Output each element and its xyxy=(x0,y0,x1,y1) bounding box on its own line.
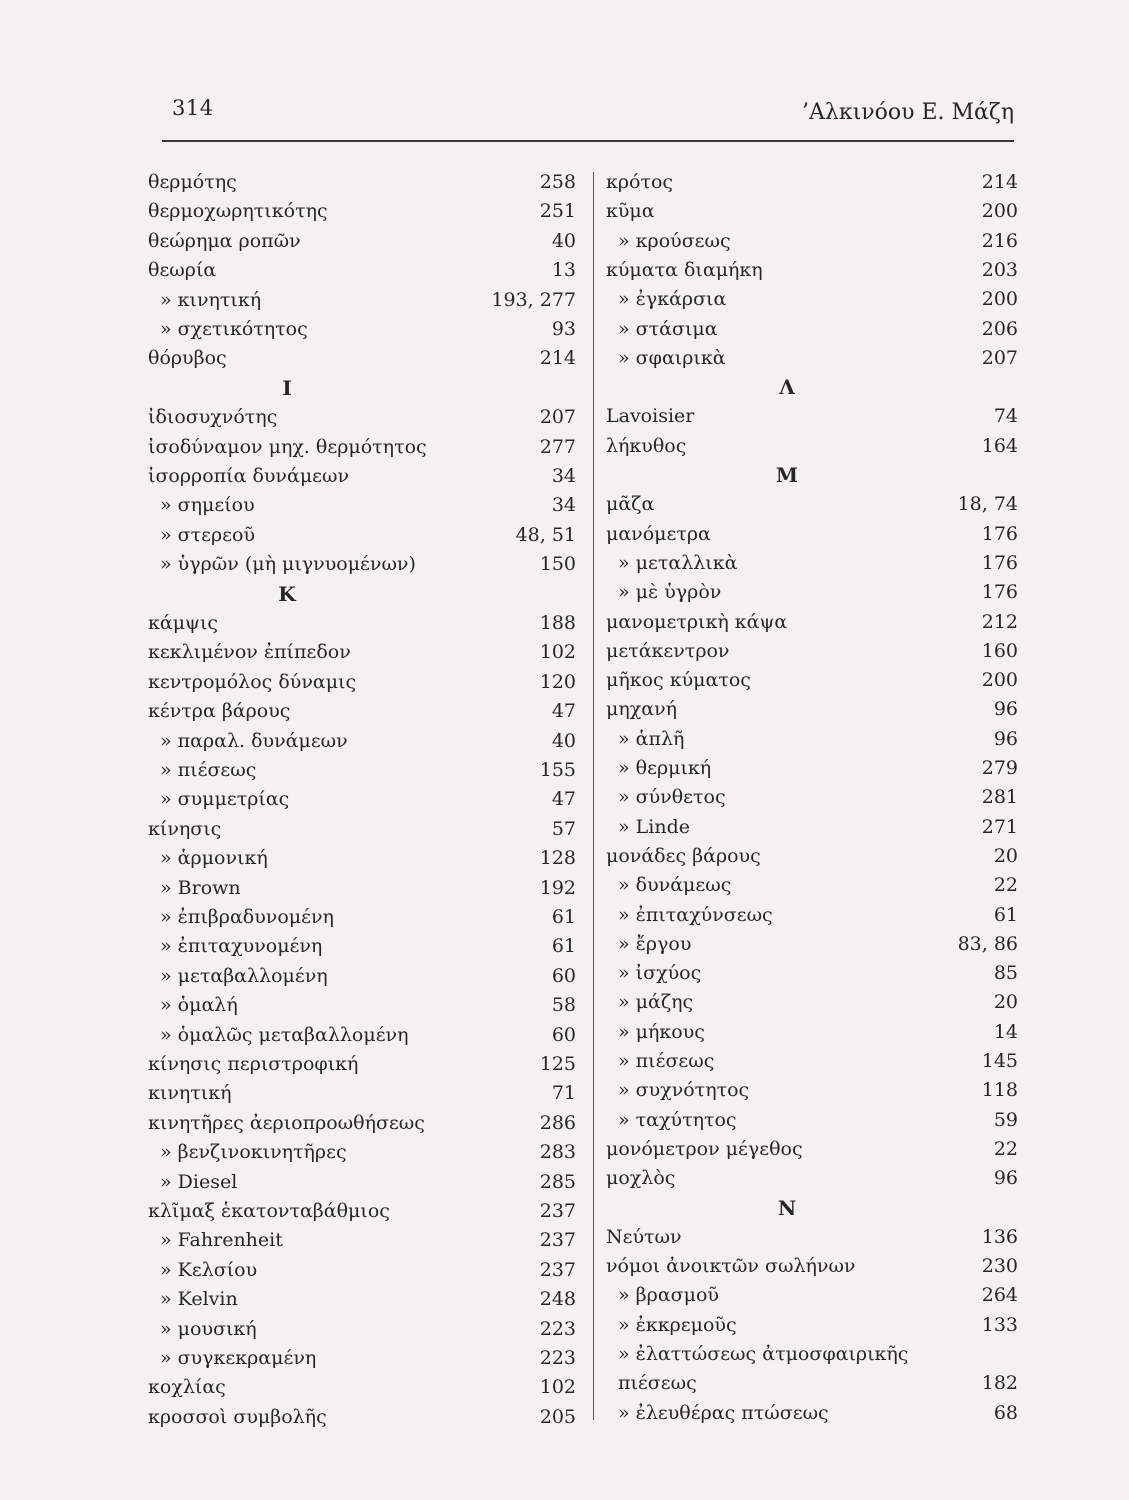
index-page-number: 264 xyxy=(981,1284,1018,1307)
index-term: θόρυβος xyxy=(148,347,227,370)
index-page-number: 118 xyxy=(981,1079,1018,1102)
index-page-number: 60 xyxy=(551,1023,576,1046)
index-page-number: 14 xyxy=(993,1020,1018,1043)
index-page-number: 85 xyxy=(993,962,1018,985)
index-term: κύματα διαμήκη xyxy=(606,258,763,281)
index-term: Νεύτων xyxy=(606,1225,682,1248)
index-term: ἰδιοσυχνότης xyxy=(148,406,278,429)
index-subentry xyxy=(606,988,1018,1016)
index-term: μανόμετρα xyxy=(606,522,711,545)
index-page-number: 59 xyxy=(993,1108,1018,1131)
index-entry xyxy=(148,168,576,196)
index-page-number: 40 xyxy=(551,729,576,752)
index-subentry xyxy=(148,932,576,960)
index-term: » πιέσεως xyxy=(160,759,257,781)
index-subentry xyxy=(148,785,576,813)
index-term: θερμότης xyxy=(148,171,237,193)
index-page-number: 216 xyxy=(981,229,1018,252)
index-page-number: 155 xyxy=(539,759,576,781)
index-subentry xyxy=(606,871,1018,899)
index-page-number: 205 xyxy=(539,1405,576,1428)
index-term: » μάζης xyxy=(618,991,694,1014)
index-entry xyxy=(148,815,576,843)
index-page-number: 60 xyxy=(551,964,576,987)
index-page-number: 93 xyxy=(551,318,576,340)
index-subentry xyxy=(148,844,576,872)
index-page-number: 145 xyxy=(981,1050,1018,1072)
index-page-number: 182 xyxy=(981,1372,1018,1395)
index-subentry xyxy=(148,991,576,1019)
index-term: » ἐπιταχύνσεως xyxy=(618,903,773,926)
index-entry xyxy=(606,197,1018,225)
index-term: » κρούσεως xyxy=(618,229,731,252)
index-term: » σφαιρικὰ xyxy=(618,346,726,369)
index-subentry xyxy=(148,550,576,578)
index-term: πιέσεως xyxy=(618,1372,697,1395)
index-term: » Kelvin xyxy=(160,1288,238,1311)
index-page-number: 193, 277 xyxy=(491,288,576,311)
index-page-number: 192 xyxy=(539,876,576,899)
index-entry xyxy=(606,402,1018,430)
index-page-number: 83, 86 xyxy=(957,932,1018,955)
index-term: θερμοχωρητικότης xyxy=(148,200,328,223)
index-entry xyxy=(606,432,1018,460)
index-entry xyxy=(606,637,1018,665)
index-subentry xyxy=(606,285,1018,313)
index-page-number: 13 xyxy=(551,259,576,282)
index-term: κοχλίας xyxy=(148,1376,226,1399)
index-term: » ἐλαττώσεως ἀτμοσφαιρικῆς xyxy=(618,1343,909,1365)
index-entry xyxy=(148,1079,576,1107)
index-entry xyxy=(606,842,1018,870)
index-term: » ταχύτητος xyxy=(618,1108,737,1131)
index-page-number: 136 xyxy=(981,1225,1018,1248)
index-subentry xyxy=(148,1138,576,1166)
index-page-number: 61 xyxy=(993,903,1018,926)
index-term: » θερμική xyxy=(618,757,712,779)
index-page-number: 47 xyxy=(551,700,576,723)
index-term: » βρασμοῦ xyxy=(618,1284,719,1307)
index-entry xyxy=(606,666,1018,694)
index-subentry xyxy=(148,1168,576,1196)
index-term: » ἔργου xyxy=(618,932,692,955)
index-term: » ἐπιβραδυνομένη xyxy=(160,906,334,928)
index-term: » ἁπλῆ xyxy=(618,727,685,750)
index-entry xyxy=(606,1223,1018,1251)
index-page-number: 214 xyxy=(539,347,576,370)
index-term: ἰσοδύναμον μηχ. θερμότητος xyxy=(148,435,427,458)
index-term: » Linde xyxy=(618,815,691,838)
index-term: κέντρα βάρους xyxy=(148,700,291,723)
index-subentry xyxy=(148,491,576,519)
index-page-number: 40 xyxy=(551,229,576,252)
index-subentry xyxy=(606,725,1018,753)
index-term: » Κελσίου xyxy=(160,1258,258,1281)
index-entry xyxy=(148,197,576,225)
index-subentry xyxy=(148,727,576,755)
index-page-number: 61 xyxy=(551,935,576,958)
index-entry xyxy=(606,490,1018,518)
index-page-number: 22 xyxy=(993,874,1018,897)
index-term: » Brown xyxy=(160,876,241,899)
index-term: κῦμα xyxy=(606,200,655,223)
index-page-number: 128 xyxy=(539,847,576,870)
index-term: » μὲ ὑγρὸν xyxy=(618,581,722,604)
index-entry xyxy=(606,1135,1018,1163)
index-page-number: 207 xyxy=(539,406,576,429)
index-term: » ἐπιταχυνομένη xyxy=(160,935,323,958)
index-subentry xyxy=(148,1285,576,1313)
index-term: » συμμετρίας xyxy=(160,788,290,811)
index-page-number: 200 xyxy=(981,669,1018,692)
index-subentry xyxy=(606,1281,1018,1309)
page-number: 314 xyxy=(172,96,214,120)
index-page-number: 58 xyxy=(551,994,576,1017)
index-page-number: 214 xyxy=(981,171,1018,193)
index-page-number: 61 xyxy=(551,906,576,928)
index-term: » πιέσεως xyxy=(618,1050,715,1072)
index-term: » μήκους xyxy=(618,1020,705,1043)
index-term: » μουσική xyxy=(160,1317,257,1340)
index-page-number: 20 xyxy=(993,991,1018,1014)
index-subentry xyxy=(148,962,576,990)
index-subentry xyxy=(606,1369,1018,1397)
index-page-number: 68 xyxy=(993,1401,1018,1424)
index-page-number: 96 xyxy=(993,727,1018,750)
index-page-number: 237 xyxy=(539,1229,576,1252)
index-page-number: 96 xyxy=(993,698,1018,721)
index-entry xyxy=(148,227,576,255)
index-term: μᾶζα xyxy=(606,493,655,516)
column-divider xyxy=(593,172,594,1420)
index-page-number: 34 xyxy=(551,465,576,487)
index-page-number: 176 xyxy=(981,551,1018,574)
index-subentry xyxy=(606,1340,1018,1368)
index-page-number: 34 xyxy=(551,494,576,517)
index-term: » σημείου xyxy=(160,494,255,517)
index-subentry xyxy=(148,1256,576,1284)
index-entry xyxy=(148,697,576,725)
index-entry xyxy=(148,256,576,284)
index-page-number: 96 xyxy=(993,1167,1018,1190)
index-term: Lavoisier xyxy=(606,405,695,428)
section-letter: Λ xyxy=(779,375,795,400)
index-page-number: 57 xyxy=(551,817,576,840)
index-term: κροσσοὶ συμβολῆς xyxy=(148,1405,327,1428)
index-page-number: 237 xyxy=(539,1200,576,1222)
index-page-number: 160 xyxy=(981,639,1018,662)
index-subentry xyxy=(148,874,576,902)
index-page-number: 237 xyxy=(539,1258,576,1281)
index-page-number: 125 xyxy=(539,1053,576,1075)
index-page-number: 251 xyxy=(539,200,576,223)
index-page-number: 286 xyxy=(539,1111,576,1134)
index-page-number: 200 xyxy=(981,200,1018,223)
index-term: » ἰσχύος xyxy=(618,962,702,985)
index-page-number: 200 xyxy=(981,288,1018,311)
index-page-number: 188 xyxy=(539,612,576,634)
page-header xyxy=(172,96,1014,132)
index-term: » σύνθετος xyxy=(618,786,726,809)
index-term: νόμοι ἀνοικτῶν σωλήνων xyxy=(606,1255,856,1278)
index-term: μονόμετρον μέγεθος xyxy=(606,1137,803,1160)
index-subentry xyxy=(148,1226,576,1254)
index-term: μονάδες βάρους xyxy=(606,844,761,867)
running-head: ’Αλκινόου Ε. Μάζη xyxy=(802,100,1014,125)
index-page-number: 74 xyxy=(993,405,1018,428)
index-page-number: 120 xyxy=(539,670,576,693)
index-entry xyxy=(606,608,1018,636)
index-term: » σχετικότητος xyxy=(160,318,308,340)
index-page-number: 164 xyxy=(981,434,1018,457)
index-subentry xyxy=(606,813,1018,841)
index-subentry xyxy=(148,521,576,549)
index-page-number: 207 xyxy=(981,346,1018,369)
index-entry xyxy=(148,1197,576,1225)
index-term: » βενζινοκινητῆρες xyxy=(160,1141,347,1164)
section-letter: Μ xyxy=(775,463,799,487)
section-letter: Κ xyxy=(278,581,296,606)
index-term: » στάσιμα xyxy=(618,317,718,340)
index-term: κεκλιμένον ἐπίπεδον xyxy=(148,641,351,664)
index-page-number: 48, 51 xyxy=(515,523,576,546)
index-entry xyxy=(148,638,576,666)
index-subentry xyxy=(606,1076,1018,1104)
index-term: κάμψις xyxy=(148,612,219,634)
index-term: ἰσορροπία δυνάμεων xyxy=(148,465,350,487)
index-term: » ἐκκρεμοῦς xyxy=(618,1313,737,1336)
index-subentry xyxy=(606,315,1018,343)
index-entry xyxy=(148,462,576,490)
index-page-number: 22 xyxy=(993,1137,1018,1160)
index-term: μηχανή xyxy=(606,698,678,721)
index-entry xyxy=(606,1164,1018,1192)
index-subentry xyxy=(606,1018,1018,1046)
index-entry xyxy=(606,256,1018,284)
index-subentry xyxy=(606,783,1018,811)
index-term: κινητική xyxy=(148,1082,232,1105)
index-term: μοχλὸς xyxy=(606,1167,676,1190)
index-subentry xyxy=(606,930,1018,958)
index-entry xyxy=(148,668,576,696)
index-entry xyxy=(148,403,576,431)
index-term: » συγκεκραμένη xyxy=(160,1347,317,1369)
index-subentry xyxy=(148,315,576,343)
index-term: » συχνότητος xyxy=(618,1079,750,1102)
index-subentry xyxy=(148,286,576,314)
index-entry xyxy=(148,1050,576,1078)
index-term: κρότος xyxy=(606,171,674,193)
index-page-number: 47 xyxy=(551,788,576,811)
index-term: κίνησις περιστροφική xyxy=(148,1053,359,1075)
index-page-number: 20 xyxy=(993,844,1018,867)
index-term: » ὁμαλή xyxy=(160,994,238,1017)
index-subentry xyxy=(606,578,1018,606)
index-page-number: 102 xyxy=(539,1376,576,1399)
index-entry xyxy=(606,520,1018,548)
index-term: » κινητική xyxy=(160,288,262,311)
index-page-number: 277 xyxy=(539,435,576,458)
index-page-number: 133 xyxy=(981,1313,1018,1336)
index-term: » δυνάμεως xyxy=(618,874,732,897)
index-term: μῆκος κύματος xyxy=(606,669,751,692)
index-page-number: 150 xyxy=(539,553,576,576)
index-entry xyxy=(148,1109,576,1137)
index-term: μανομετρικὴ κάψα xyxy=(606,610,788,633)
index-term: » ἐλευθέρας πτώσεως xyxy=(618,1401,829,1424)
index-page-number: 279 xyxy=(981,757,1018,779)
index-entry xyxy=(148,433,576,461)
index-subentry xyxy=(606,227,1018,255)
index-entry xyxy=(606,695,1018,723)
index-subentry xyxy=(606,549,1018,577)
index-page-number: 176 xyxy=(981,581,1018,604)
index-term: » ἐγκάρσια xyxy=(618,288,727,311)
index-subentry xyxy=(148,903,576,931)
header-rule xyxy=(162,140,1014,142)
index-term: μετάκεντρον xyxy=(606,639,730,662)
index-entry xyxy=(148,1373,576,1401)
index-term: θεωρία xyxy=(148,259,217,282)
index-entry xyxy=(148,609,576,637)
index-term: κεντρομόλος δύναμις xyxy=(148,670,357,693)
index-page-number: 258 xyxy=(539,171,576,193)
index-term: » ὑγρῶν (μὴ μιγνυομένων) xyxy=(160,553,416,576)
index-subentry xyxy=(606,901,1018,929)
index-entry xyxy=(148,1403,576,1431)
index-subentry xyxy=(148,756,576,784)
index-term: κινητῆρες ἀεριοπροωθήσεως xyxy=(148,1111,425,1134)
index-subentry xyxy=(606,1311,1018,1339)
index-entry xyxy=(606,168,1018,196)
index-entry xyxy=(606,1252,1018,1280)
index-subentry xyxy=(606,1399,1018,1427)
index-subentry xyxy=(148,1315,576,1343)
index-term: » Diesel xyxy=(160,1170,238,1193)
index-subentry xyxy=(148,1021,576,1049)
index-subentry xyxy=(606,754,1018,782)
index-page-number: 176 xyxy=(981,522,1018,545)
index-page-number: 203 xyxy=(981,258,1018,281)
section-letter: Ν xyxy=(777,1195,797,1220)
index-page-number: 223 xyxy=(539,1317,576,1340)
index-term: » παραλ. δυνάμεων xyxy=(160,729,348,752)
index-term: κλῖμαξ ἑκατονταβάθμιος xyxy=(148,1200,390,1222)
index-subentry xyxy=(606,959,1018,987)
index-page-number: 223 xyxy=(539,1347,576,1369)
section-letter: Ι xyxy=(282,375,292,400)
index-subentry xyxy=(148,1344,576,1372)
index-page-number: 271 xyxy=(981,815,1018,838)
index-page-number: 71 xyxy=(551,1082,576,1105)
index-term: » Fahrenheit xyxy=(160,1229,283,1252)
index-page-number: 206 xyxy=(981,317,1018,340)
index-term: » μεταβαλλομένη xyxy=(160,964,328,987)
index-term: » στερεοῦ xyxy=(160,523,255,546)
index-subentry xyxy=(606,1047,1018,1075)
index-term: θεώρημα ροπῶν xyxy=(148,229,301,252)
index-page-number: 248 xyxy=(539,1288,576,1311)
index-page-number: 281 xyxy=(981,786,1018,809)
index-entry xyxy=(148,344,576,372)
index-term: » ὁμαλῶς μεταβαλλομένη xyxy=(160,1023,409,1046)
index-page-number: 212 xyxy=(981,610,1018,633)
index-page-number: 18, 74 xyxy=(957,493,1018,516)
index-page-number: 230 xyxy=(981,1255,1018,1278)
index-term: κίνησις xyxy=(148,817,222,840)
index-term: » ἁρμονική xyxy=(160,847,268,870)
index-subentry xyxy=(606,1106,1018,1134)
index-term: λήκυθος xyxy=(606,434,687,457)
index-page-number: 285 xyxy=(539,1170,576,1193)
index-subentry xyxy=(606,344,1018,372)
index-page-number: 102 xyxy=(539,641,576,664)
index-term: » μεταλλικὰ xyxy=(618,551,738,574)
index-page-number: 283 xyxy=(539,1141,576,1164)
